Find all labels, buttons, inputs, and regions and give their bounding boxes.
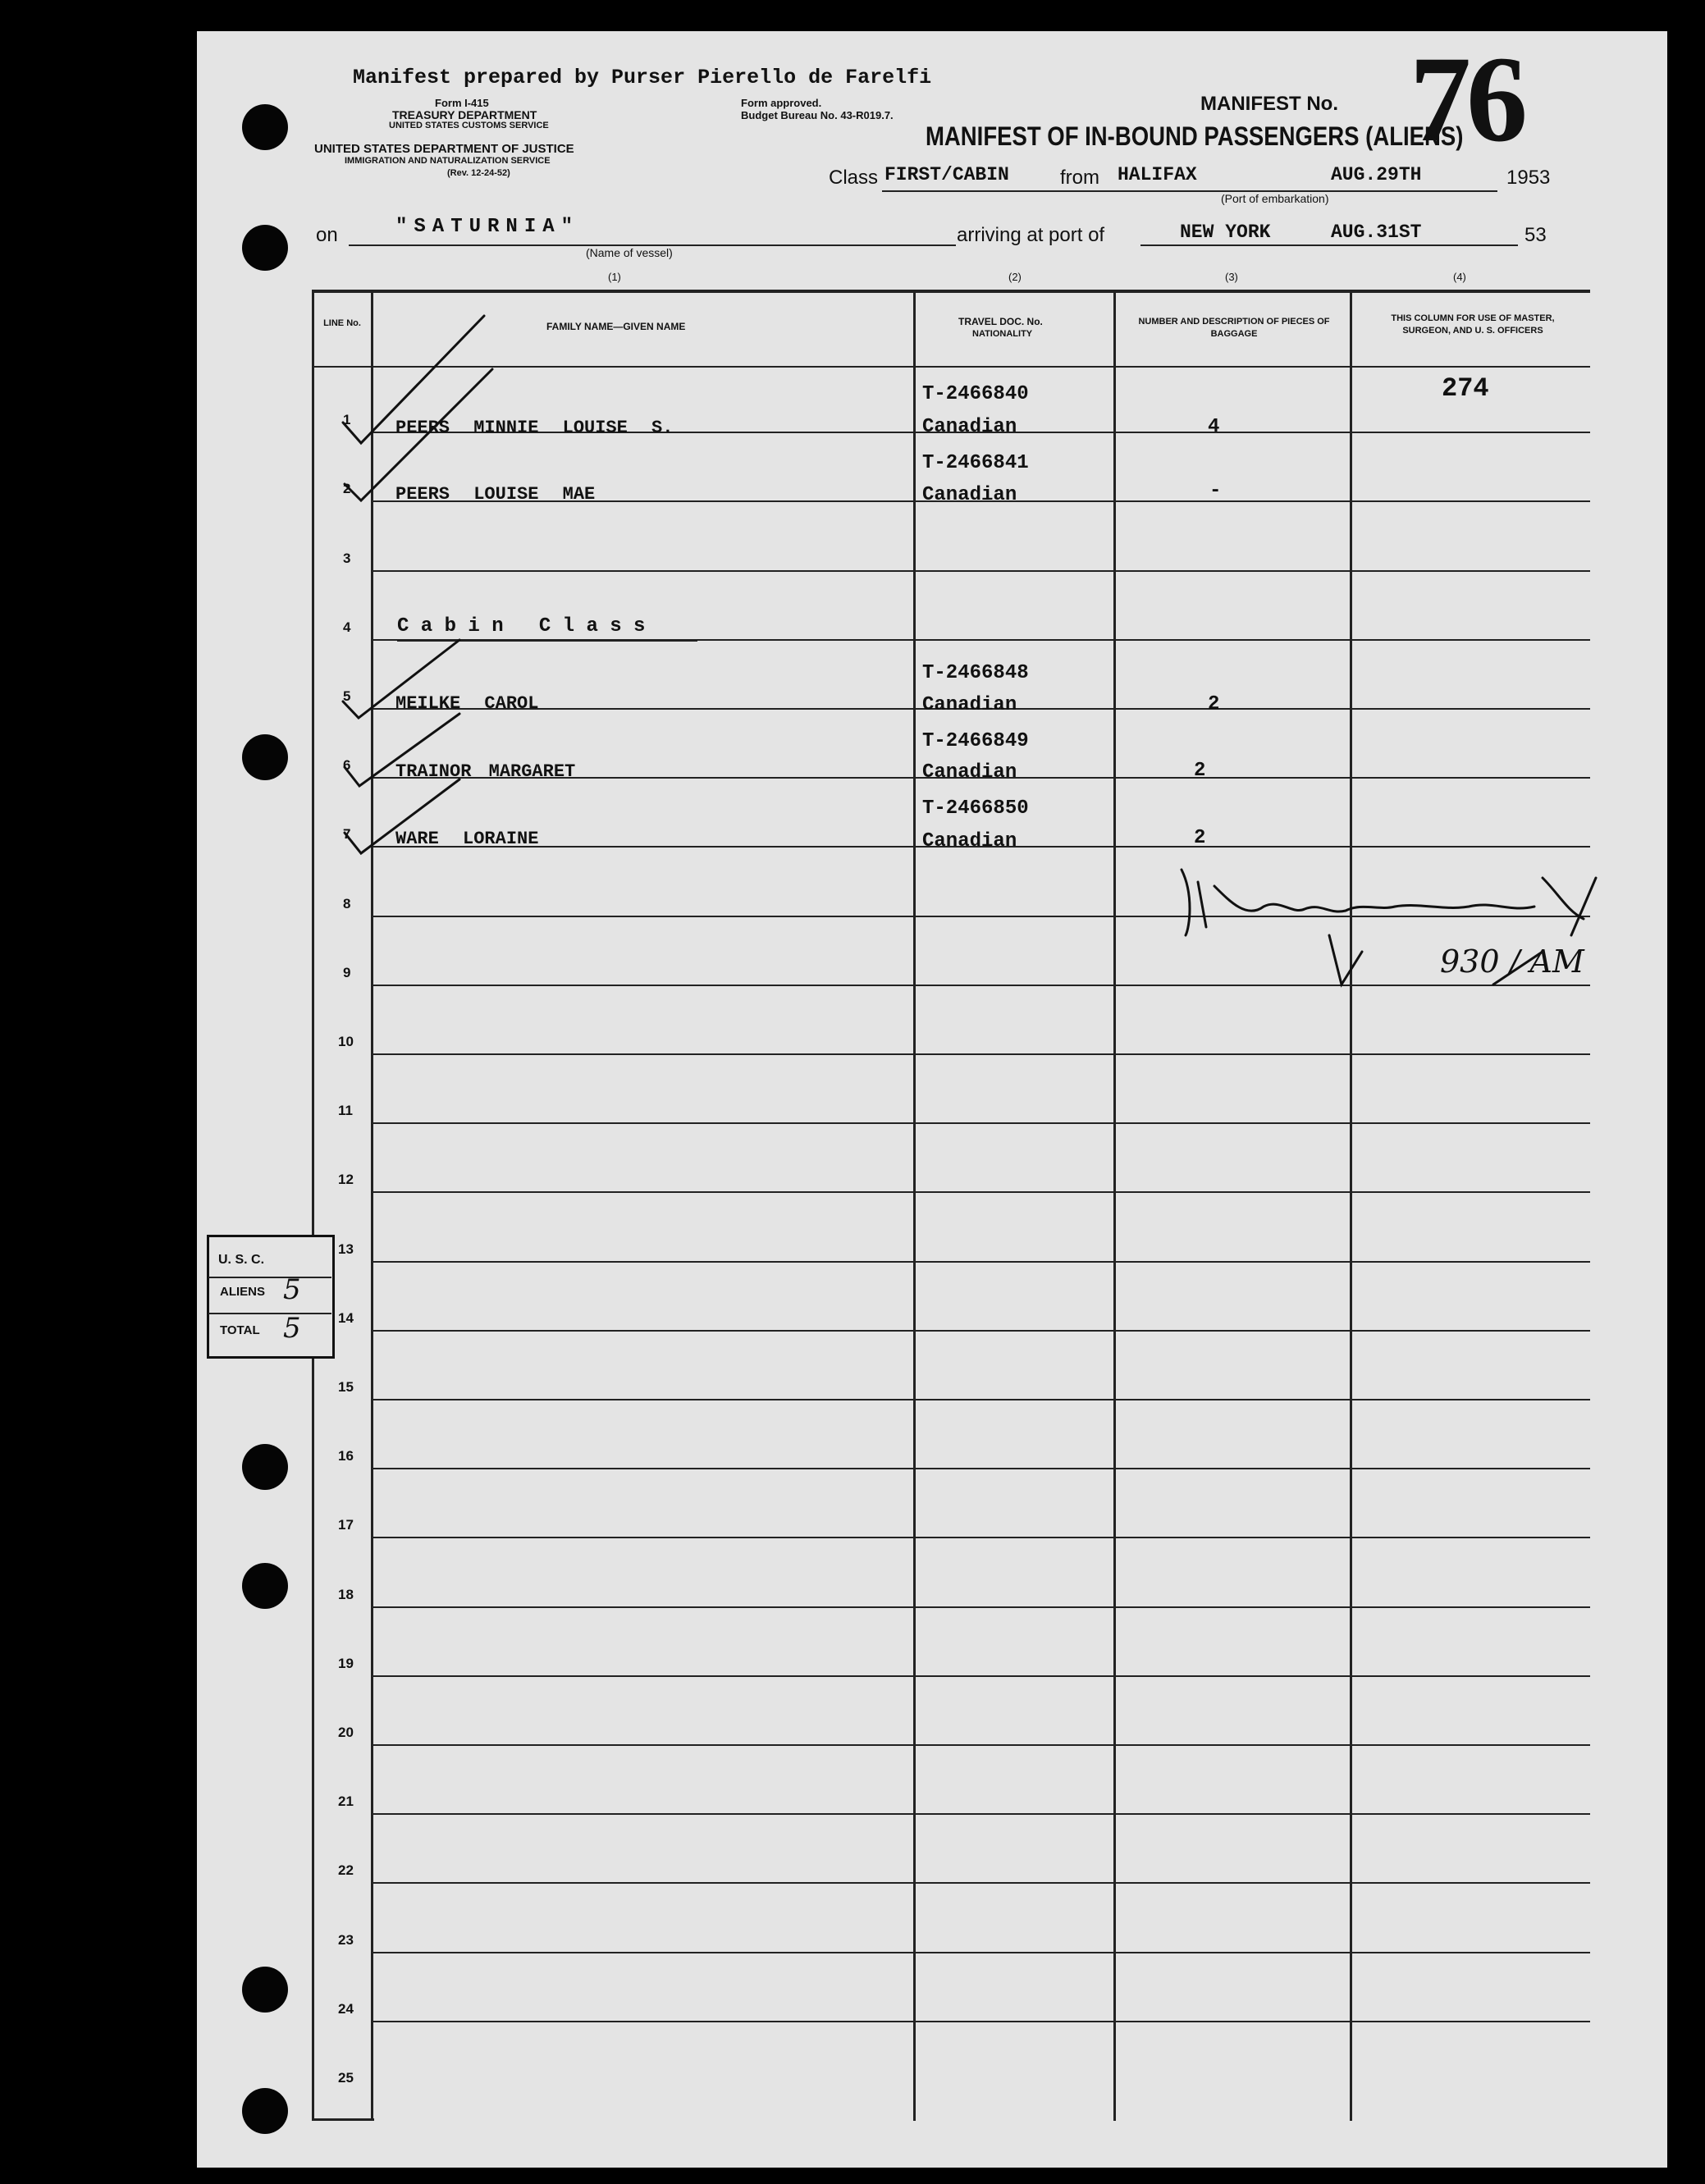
name-of-vessel-label: (Name of vessel) [586,246,673,259]
line-number: 1 [343,412,351,427]
line-number: 11 [338,1103,353,1118]
row-rule [373,1882,1590,1884]
officers-number: 274 [1442,373,1489,404]
row-1-name: PEERS MINNIE LOUISE S. [395,418,674,438]
table-bottom-border [312,2118,374,2121]
manifest-page [197,31,1667,2168]
row-rule [373,1053,1590,1055]
punch-hole [242,734,288,780]
line-number: 18 [338,1587,354,1602]
row-rule [373,1468,1590,1469]
col-number-3: (3) [1225,271,1238,283]
punch-hole [242,1967,288,2013]
row-rule [373,2021,1590,2022]
col-divider-line [371,291,373,2121]
row-6-doc: T-2466849 [922,730,1029,752]
table-left-border [312,290,314,2121]
row-rule [373,1675,1590,1677]
line-number: 17 [338,1517,354,1533]
punch-hole [242,104,288,150]
header-officers: THIS COLUMN FOR USE OF MASTER, SURGEON, AND U. S. OFFICERS [1391,313,1555,336]
line-number: 10 [338,1034,354,1049]
header-line-no: LINE No. [323,318,361,328]
stamp-aliens-value: 5 [283,1273,301,1306]
line-number: 14 [338,1310,354,1326]
col-number-1: (1) [608,271,621,283]
line-number: 5 [343,688,351,704]
row-5-name: MEILKE CAROL [395,693,539,714]
line-number: 15 [338,1379,354,1395]
prepared-by: Manifest prepared by Purser Pierello de Farelfi [353,66,932,89]
cabin-class-heading: C a b i n C l a s s [397,615,646,637]
budget-bureau: Budget Bureau No. 43-R019.7. [741,109,894,121]
row-2-doc: T-2466841 [922,452,1029,474]
stamp-divider [208,1277,331,1278]
line-number: 23 [338,1932,354,1948]
line-number: 2 [343,481,351,496]
cabin-class-underline [397,639,697,642]
manifest-title: MANIFEST OF IN-BOUND PASSENGERS (ALIENS) [926,121,1464,151]
line-number: 16 [338,1448,354,1464]
row-rule [373,1744,1590,1746]
row-6-nationality: Canadian [922,761,1017,784]
on-label: on [316,224,338,246]
row-rule [373,1813,1590,1815]
line-number: 20 [338,1725,354,1740]
row-rule [373,1191,1590,1193]
from-label: from [1060,167,1099,189]
row-6-baggage: 2 [1194,760,1206,782]
line-number: 21 [338,1793,354,1809]
arriving-label: arriving at port of [957,224,1105,246]
line-number: 22 [338,1862,354,1878]
table-top-border [312,290,1590,293]
class-label: Class [829,167,879,189]
rev-label: (Rev. 12-24-52) [447,168,510,178]
form-approved: Form approved. [741,97,822,109]
stamp-aliens-label: ALIENS [220,1285,266,1299]
line-number: 6 [343,757,351,773]
col-divider-doc [1113,291,1116,2121]
class-value: FIRST/CABIN [884,164,1009,185]
row-2-baggage: - [1209,480,1222,502]
col-divider-name [913,291,916,2121]
punch-hole [242,1563,288,1609]
form-no: Form I-415 [435,97,489,109]
from-value: HALIFAX [1118,164,1197,185]
customs-label: UNITED STATES CUSTOMS SERVICE [389,121,549,130]
row-6-name: TRAINOR MARGARET [395,761,576,782]
row-7-doc: T-2466850 [922,797,1029,820]
header-travel-doc: TRAVEL DOC. No. [958,316,1043,327]
row-rule [373,1122,1590,1124]
row-rule [373,985,1590,986]
row-5-baggage: 2 [1208,693,1220,715]
header-baggage: NUMBER AND DESCRIPTION OF PIECES OF BAGGAGE [1138,317,1330,340]
row-5-doc: T-2466848 [922,662,1029,684]
stamp-divider [208,1313,331,1314]
row-1-baggage: 4 [1208,416,1220,438]
line-number: 19 [338,1656,354,1671]
line-number: 13 [338,1241,354,1257]
header-bottom-border [312,366,1590,368]
row-7-baggage: 2 [1194,827,1206,849]
punch-hole [242,1444,288,1490]
row-2-name: PEERS LOUISE MAE [395,484,596,505]
row-1-doc: T-2466840 [922,383,1029,405]
vessel-name: "SATURNIA" [395,216,580,238]
arrival-port: NEW YORK [1180,222,1271,243]
manifest-no-value: 76 [1410,31,1523,167]
port-of-embarkation-label: (Port of embarkation) [1221,192,1329,205]
signature-note: 930 / AM [1440,944,1584,980]
row-rule [373,1261,1590,1263]
line-number: 3 [343,551,351,566]
punch-hole [242,225,288,271]
arriving-underline [1140,244,1518,246]
row-2-nationality: Canadian [922,484,1017,506]
col-number-2: (2) [1008,271,1022,283]
row-rule [373,1606,1590,1608]
immigration-label: IMMIGRATION AND NATURALIZATION SERVICE [345,156,551,166]
col-divider-baggage [1350,291,1352,2121]
row-rule [373,570,1590,572]
stamp-total-label: TOTAL [220,1323,260,1337]
header-family-name: FAMILY NAME—GIVEN NAME [546,321,686,332]
line-number: 7 [343,826,351,842]
manifest-no-label: MANIFEST No. [1200,93,1338,115]
row-rule [373,1537,1590,1538]
row-1-nationality: Canadian [922,416,1017,438]
stamp-usc-label: U. S. C. [218,1253,265,1267]
line-number: 25 [338,2070,354,2086]
line-number: 4 [343,619,351,635]
row-rule [373,1330,1590,1332]
header-nationality: NATIONALITY [972,329,1033,339]
row-5-nationality: Canadian [922,694,1017,716]
line-number: 24 [338,2001,354,2017]
row-7-name: WARE LORAINE [395,829,539,849]
row-7-nationality: Canadian [922,830,1017,852]
line-number: 12 [338,1172,354,1187]
row-rule [373,1399,1590,1400]
line-number: 9 [343,965,351,980]
punch-hole [242,2088,288,2134]
row-rule [373,916,1590,917]
treasury-label: TREASURY DEPARTMENT [392,108,537,121]
col-number-4: (4) [1453,271,1466,283]
arrival-date: AUG.31ST [1331,222,1422,243]
row-rule [373,1952,1590,1953]
class-underline [882,190,1497,192]
year-2: 53 [1524,224,1547,246]
line-number: 8 [343,896,351,912]
year-1: 1953 [1506,167,1551,189]
departure-date: AUG.29TH [1331,164,1422,185]
stamp-total-value: 5 [283,1312,301,1345]
justice-label: UNITED STATES DEPARTMENT OF JUSTICE [314,142,574,156]
